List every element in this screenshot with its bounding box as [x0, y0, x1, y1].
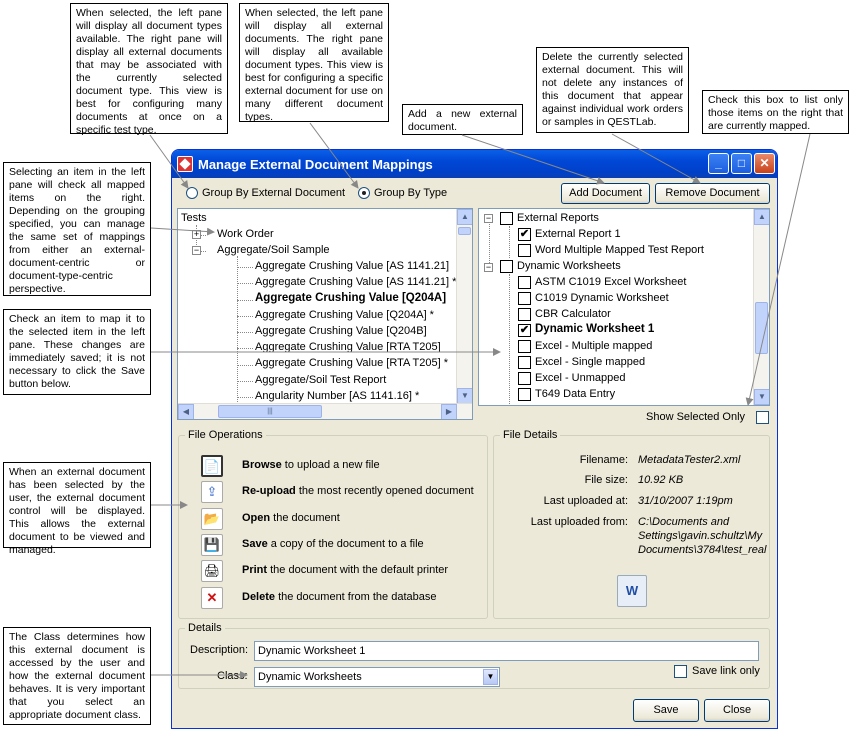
scroll-right-button[interactable]: ▶	[441, 404, 457, 420]
dropdown-arrow-icon[interactable]: ▼	[483, 669, 498, 685]
save-button[interactable]: Save	[633, 699, 699, 722]
scroll-left-button[interactable]: ◀	[178, 404, 194, 420]
group-dynamic-worksheets[interactable]: Dynamic Worksheets	[517, 260, 621, 272]
callout-class: The Class determines how this external document is accessed by the user and how the external document behaves. It is very important that you select an appropriate document class.	[3, 627, 151, 725]
file-operations-legend: File Operations	[185, 429, 266, 441]
tree-item[interactable]: Aggregate Crushing Value [RTA T205]	[255, 341, 441, 353]
checkbox-word-multiple[interactable]	[518, 244, 531, 257]
checkbox-dynamic-worksheet-1[interactable]: ✔	[519, 324, 530, 336]
right-vertical-scrollbar[interactable]	[753, 209, 769, 405]
tree-item-aggregate-soil-sample[interactable]: Aggregate/Soil Sample	[217, 244, 330, 256]
group-by-external-option[interactable]	[186, 187, 345, 199]
file-size-value: 10.92 KB	[638, 474, 684, 486]
item-t649[interactable]: T649 Data Entry	[535, 388, 616, 400]
minimize-button[interactable]: _	[708, 153, 729, 174]
checkbox-item[interactable]	[518, 292, 531, 305]
class-select-value: Dynamic Worksheets	[258, 671, 362, 683]
manage-mappings-window	[171, 149, 778, 729]
delete-label: Delete the document from the database	[242, 591, 437, 603]
tree-item[interactable]: Aggregate Crushing Value [Q204B]	[255, 325, 427, 337]
print-label: Print the document with the default printer	[242, 564, 449, 576]
last-uploaded-value: 31/10/2007 1:19pm	[638, 495, 733, 507]
checkbox-external-report-1[interactable]: ✔	[519, 228, 530, 240]
group-by-external-radio[interactable]	[186, 187, 198, 199]
expander-external-reports[interactable]: −	[485, 213, 492, 223]
description-key: Description:	[190, 644, 249, 656]
word-document-icon[interactable]: W	[617, 575, 647, 607]
window-title: Manage External Document Mappings	[198, 157, 433, 172]
item-word-multiple[interactable]: Word Multiple Mapped Test Report	[535, 244, 704, 256]
item-c1019-dynamic[interactable]: C1019 Dynamic Worksheet	[535, 292, 669, 304]
tree-item[interactable]: Aggregate Crushing Value [Q204A] *	[255, 309, 434, 321]
close-button[interactable]: Close	[704, 699, 770, 722]
file-details-legend: File Details	[500, 429, 560, 441]
scroll-up-button[interactable]: ▲	[457, 209, 473, 225]
add-document-button[interactable]: Add Document	[561, 183, 650, 204]
scroll-thumb[interactable]	[458, 227, 471, 235]
scroll-up-button[interactable]: ▲	[754, 209, 770, 225]
callout-add-document: Add a new external document.	[402, 104, 523, 135]
scroll-down-button[interactable]: ▼	[754, 389, 770, 405]
group-by-external-label: Group By External Document	[202, 187, 346, 200]
save-disk-icon[interactable]: 💾	[201, 534, 223, 556]
description-input[interactable]: Dynamic Worksheet 1	[254, 641, 759, 661]
callout-file-operations: When an external document has been selected by the user, the external document control will be displayed. This allows the external document to be viewed and managed.	[3, 462, 151, 548]
app-icon	[177, 156, 193, 172]
save-link-only-checkbox[interactable]	[674, 665, 687, 678]
browse-label: Browse to upload a new file	[242, 459, 380, 471]
tree-item[interactable]: Angularity Number [AS 1141.16] *	[255, 390, 420, 402]
checkbox-dynamic-worksheets[interactable]	[500, 260, 513, 273]
callout-show-selected-only: Check this box to list only those items on the right that are currently mapped.	[702, 90, 849, 134]
details-group	[178, 622, 770, 689]
tree-item[interactable]: Aggregate Crushing Value [AS 1141.21] *	[255, 276, 457, 288]
browse-icon[interactable]: 📄	[201, 455, 223, 477]
uploaded-from-line3: Documents\3784\test_real	[638, 544, 767, 556]
title-bar[interactable]	[172, 150, 777, 178]
file-operations-group	[178, 429, 488, 619]
group-by-type-radio[interactable]	[358, 187, 370, 199]
save-link-only-label: Save link only	[692, 665, 760, 677]
file-details-group	[493, 429, 770, 619]
checkbox-item[interactable]	[518, 356, 531, 369]
class-select[interactable]	[254, 667, 500, 687]
remove-document-button[interactable]: Remove Document	[655, 183, 770, 204]
tree-item-selected[interactable]: Aggregate Crushing Value [Q204A]	[255, 292, 447, 304]
reupload-icon[interactable]: ⇪	[201, 481, 223, 503]
item-astm-c1019[interactable]: ASTM C1019 Excel Worksheet	[535, 276, 687, 288]
group-by-type-option[interactable]	[358, 187, 447, 199]
callout-group-by-type: When selected, the left pane will display all external documents. The right pane will display all available document types. This view is best for configuring a specific external document for use on many different document types.	[239, 3, 389, 122]
callout-group-by-external: When selected, the left pane will display all document types available. The right pane will display all external documents that may be associated with the currently selected document type. This view is best for configuring many documents at once on a specific test type.	[70, 3, 228, 134]
uploaded-from-line1: C:\Documents and	[638, 516, 730, 528]
callout-right-pane: Check an item to map it to the selected item in the left pane. These changes are immediately saved; it is not necessary to click the Save button below.	[3, 309, 151, 395]
item-excel-unmapped[interactable]: Excel - Unmapped	[535, 372, 626, 384]
save-copy-label: Save a copy of the document to a file	[242, 538, 424, 550]
checkbox-external-reports[interactable]	[500, 212, 513, 225]
item-excel-multiple[interactable]: Excel - Multiple mapped	[535, 340, 653, 352]
checkbox-item[interactable]	[518, 388, 531, 401]
item-excel-single[interactable]: Excel - Single mapped	[535, 356, 646, 368]
expander-work-order[interactable]: +	[193, 229, 200, 239]
horizontal-scroll-thumb[interactable]: |||	[218, 405, 322, 418]
item-dynamic-worksheet-1[interactable]: Dynamic Worksheet 1	[535, 323, 655, 335]
group-by-type-label: Group By Type	[374, 187, 448, 200]
uploaded-from-key: Last uploaded from:	[530, 516, 628, 528]
open-label: Open the document	[242, 512, 340, 524]
expander-aggregate-soil[interactable]: −	[193, 245, 200, 255]
tree-item[interactable]: Aggregate/Soil Test Report	[255, 374, 387, 386]
file-size-key: File size:	[584, 474, 628, 486]
show-selected-only-checkbox[interactable]	[756, 411, 769, 424]
left-horizontal-scrollbar[interactable]	[178, 403, 472, 419]
expander-dynamic-worksheets[interactable]: −	[485, 262, 492, 272]
group-external-reports[interactable]: External Reports	[517, 212, 599, 224]
details-legend: Details	[185, 622, 225, 634]
checkbox-item[interactable]	[518, 276, 531, 289]
filename-key: Filename:	[579, 454, 628, 466]
close-window-button[interactable]: ✕	[754, 153, 775, 174]
item-external-report-1[interactable]: External Report 1	[535, 228, 621, 240]
scroll-thumb[interactable]	[755, 302, 768, 354]
delete-x-icon[interactable]: ✕	[201, 587, 223, 609]
class-key: Class:	[217, 670, 248, 682]
open-folder-icon[interactable]: 📂	[201, 508, 223, 530]
printer-icon[interactable]: 🖨	[201, 560, 223, 582]
checkbox-item[interactable]	[518, 372, 531, 385]
tree-item-work-order[interactable]: Work Order	[217, 228, 274, 240]
tree-item[interactable]: Aggregate Crushing Value [RTA T205] *	[255, 357, 449, 369]
uploaded-from-line2: Settings\gavin.schultz\My	[638, 530, 763, 542]
tree-item[interactable]: Aggregate Crushing Value [AS 1141.21]	[255, 260, 450, 272]
scroll-down-button[interactable]: ▼	[457, 388, 473, 404]
checkbox-item[interactable]	[518, 340, 531, 353]
reupload-label: Re-upload the most recently opened document	[242, 485, 474, 497]
left-tree-pane[interactable]	[177, 208, 473, 420]
checkbox-item[interactable]	[518, 308, 531, 321]
right-tree-pane[interactable]	[478, 208, 770, 406]
tree-root-tests[interactable]: Tests	[181, 212, 207, 224]
item-cbr-calculator[interactable]: CBR Calculator	[535, 308, 611, 320]
callout-left-pane: Selecting an item in the left pane will check all mapped items on the right. Depending on the grouping specified, you can manage the same set of mappings from either an external-document-centric or document-type-centric perspective.	[3, 162, 151, 296]
maximize-button[interactable]: □	[731, 153, 752, 174]
last-uploaded-key: Last uploaded at:	[543, 495, 628, 507]
left-vertical-scrollbar[interactable]	[456, 209, 472, 404]
callout-remove-document: Delete the currently selected external document. This will not delete any instances of this document that appear against individual work orders or samples in QESTLab.	[536, 47, 689, 133]
show-selected-only-label: Show Selected Only	[646, 411, 746, 423]
filename-value: MetadataTester2.xml	[638, 454, 741, 466]
